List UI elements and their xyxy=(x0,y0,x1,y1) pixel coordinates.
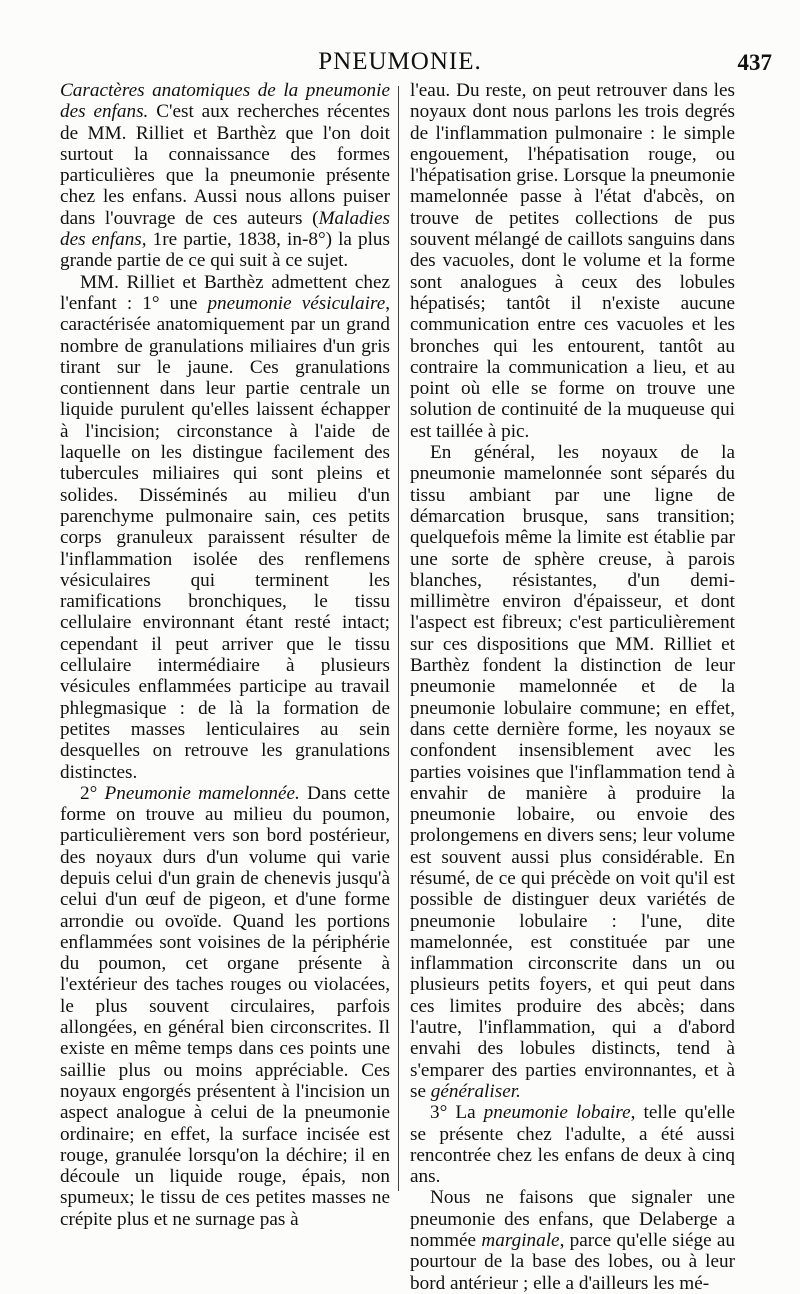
paragraph-text: Dans cette forme on trouve au milieu du poumon, particulièrement vers son bord postérieur, des noyaux durs d'un volume qui varie depuis celui d'un grain de chenevis jusqu'à celui d'un œuf de pigeon, et d'une forme arrondie ou ovoïde. Quand les portions enflammées sont voisines de la périphérie du poumon, cet organe présente à l'extérieur des taches rouges ou violacées, le plus souvent circulaires, parfois allongées, en général bien circonscrites. Il existe en même temps dans ces points une saillie plus ou moins appréciable. Ces noyaux engorgés présentent à l'incision un aspect analogue à celui de la pneumonie ordinaire; en effet, la surface incisée est rouge, granulée lorsqu'on la déchire; il en découle un liquide rouge, épais, non spumeux; le tissu de ces petites masses ne crépite plus et ne surnage pas à xyxy=(60,782,390,1230)
running-title: PNEUMONIE. xyxy=(318,48,482,75)
paragraph-text: MM. Rilliet et Barthèz admettent chez l'enfant : 1° une xyxy=(60,271,390,314)
paragraph-vesicular-pneumonia xyxy=(60,272,390,783)
running-header xyxy=(0,44,800,78)
book-title-italic: Maladies des enfans xyxy=(60,207,390,251)
paragraph-text: C'est aux recherches récentes de MM. Rilliet et Barthèz que l'on doit surtout la connaissance des formes particulières que la pneumonie présente chez les enfans. Aussi nous allons puiser dans l'ouvrage de ces auteurs ( xyxy=(60,101,390,229)
paragraph-text: , caractérisée anatomiquement par un grand nombre de granulations miliaires d'un gris tirant sur le jaune. Ces granulations contiennent dans leur partie centrale un liquide purulent qu'elles laissent échapper à l'incision; circonstance à l'aide de laquelle on les distingue facilement des tubercules miliaires qui sont pleins et solides. Disséminés au milieu d'un parenchyme pulmonaire sain, ces petits corps granuleux paraissent résulter de l'inflammation isolée des renflemens vésiculaires qui terminent les ramifications bronchiques, le tissu cellulaire environnant étant resté intact; cependant il peut arriver que le tissu cellulaire intermédiaire à plusieurs vésicules enflammées participe au travail phlegmasique : de là la formation de petites masses lenticulaires au sein desquelles on retrouve les granulations distinctes. xyxy=(60,292,391,783)
left-column xyxy=(60,80,390,1230)
paragraph-anatomical-characters xyxy=(60,80,390,272)
paragraph-marginal-pneumonia xyxy=(410,1187,735,1293)
paragraph-text: En général, les noyaux de la pneumonie mamelonnée sont séparés du tissu ambiant par une ligne de démarcation brusque, sans transition; quelquefois même la limite est établie par une sorte de sphère creuse, à parois blanches, résistantes, d'un demi-millimètre environ d'épaisseur, et dont l'aspect est fibreux; c'est particulièrement sur ces dispositions que MM. Rilliet et Barthèz fondent la distinction de leur pneumonie mamelonnée et de la pneumonie lobulaire commune; en effet, dans cette dernière forme, les noyaux se confondent insensiblement avec les parties voisines que l'inflammation tend à envahir de manière à produire la pneumonie lobaire, ou envoie des prolongemens en divers sens; leur volume est souvent aussi plus considérable. En résumé, de ce qui précède on voit qu'il est possible de distinguer deux variétés de pneumonie lobulaire : l'une, dite mamelonnée, est constituée par une inflammation circonscrite dans un ou plusieurs petits foyers, et qui peut dans ces limites produire des abcès; dans l'autre, l'inflammation, qui a d'abord envahi des lobules distincts, tend à s'emparer des parties environnantes, et à se xyxy=(410,442,735,1102)
term-italic: généraliser. xyxy=(430,1080,521,1102)
paragraph-text: 3° La xyxy=(430,1102,484,1124)
paragraph-text: , telle qu'elle se présente chez l'adulte, a été aussi rencontrée chez les enfans de deux à cinq ans. xyxy=(410,1102,735,1188)
paragraph-general xyxy=(410,442,735,1102)
term-italic: Pneumonie mamelonnée. xyxy=(104,782,300,804)
term-italic: pneumonie vésiculaire xyxy=(207,292,386,314)
paragraph-continuation xyxy=(410,80,735,442)
paragraph-text: 2° xyxy=(80,782,105,804)
paragraph-text: , parce qu'elle siége au pourtour de la base des lobes, ou à leur bord antérieur ; elle a d'ailleurs les mé- xyxy=(410,1230,736,1294)
page-number: 437 xyxy=(737,50,772,75)
column-divider xyxy=(398,86,399,1191)
paragraph-mamelonnee-pneumonia xyxy=(60,783,390,1230)
section-heading-italic: Caractères anatomiques de la pneumonie des enfans. xyxy=(60,80,390,123)
right-column xyxy=(410,80,735,1294)
term-italic: pneumonie lobaire xyxy=(483,1102,631,1124)
paragraph-text: , 1re partie, 1838, in-8°) la plus grande partie de ce qui suit à ce sujet. xyxy=(60,229,390,272)
term-italic: marginale xyxy=(481,1230,560,1252)
paragraph-text: Nous ne faisons que signaler une pneumonie des enfans, que Delaberge a nommée xyxy=(410,1187,735,1252)
paragraph-text: l'eau. Du reste, on peut retrouver dans les noyaux dont nous parlons les trois degrés de l'inflammation pulmonaire : le simple engouement, l'hépatisation rouge, ou l'hépatisation grise. Lorsque la pneumonie mamelonnée passe à l'état d'abcès, on trouve de petites collections de pus souvent mélangé de caillots sanguins dans des vacuoles, dont le volume et la forme sont analogues à ceux des lobules hépatisés; tantôt il n'existe aucune communication entre ces vacuoles et les bronches qui les entourent, tantôt au contraire la communication a lieu, et au point où elle se forme on trouve une solution de continuité de la muqueuse qui est taillée à pic. xyxy=(410,80,735,442)
paragraph-lobar-pneumonia xyxy=(410,1102,735,1187)
